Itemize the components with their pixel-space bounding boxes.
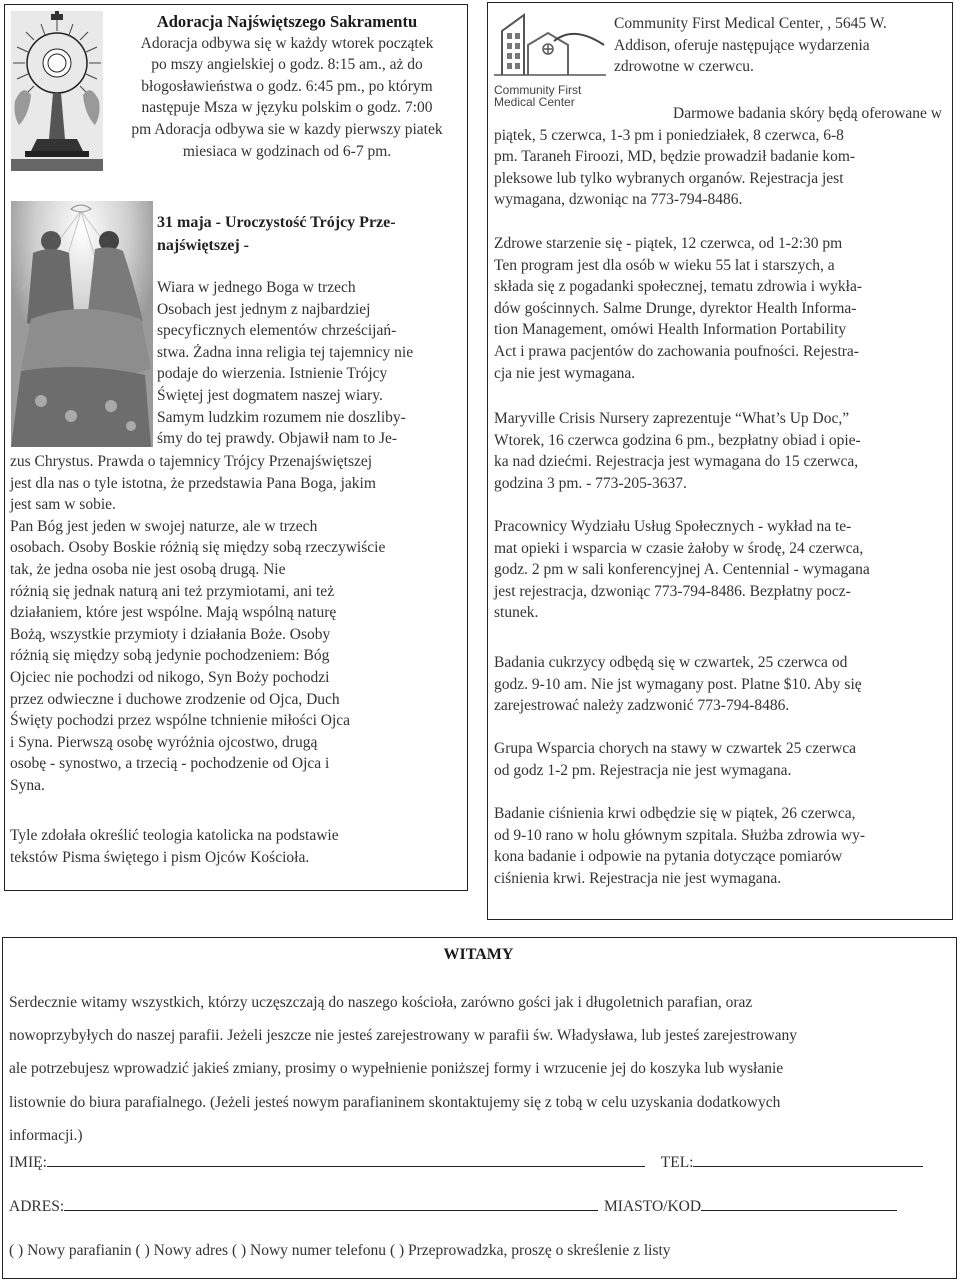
trinity-line: Bożą, wszystkie przymioty i działania Boże. Osoby [10,625,331,643]
health-event-healthy-aging [494,233,950,384]
adoration-title: Adoracja Najświętszego Sakramentu [156,12,418,31]
trinity-line: Samym ludzkim rozumem nie doszliby- [157,408,406,426]
welcome-line: listownie do biura parafialnego. (Jeżeli jesteś nowym parafianinem skontaktujemy się z tobą w celu uzyskania dodatkowych [9,1093,781,1111]
trinity-line: różnią się między sobą jedynie pochodzeniem: Bóg [10,647,330,665]
option-moving-remove[interactable]: ( ) Przeprowadzka, proszę o skreślenie z listy [389,1242,671,1259]
trinity-line: Ojciec nie pochodzi od nikogo, Syn Boży pochodzi [10,668,330,686]
hospital-building-logo-icon [494,9,606,77]
trinity-painting-icon [11,201,153,447]
health-line: zarejestrować należy zadzwonić 773-794-8486. [494,697,790,715]
health-event-grief-lecture [494,516,950,624]
welcome-line: Serdecznie witamy wszystkich, którzy uczęszczają do naszego kościoła, zarówno gości jak i długoletnich parafian, oraz [9,994,753,1011]
trinity-line: śmy do tej prawdy. Objawił nam to Je- [157,430,398,448]
health-line: Pracownicy Wydziału Usług Społecznych - wykład na te- [494,518,852,535]
health-event-diabetes-screening [494,652,950,717]
trinity-line: specyficznych elementów chrześcijań- [157,322,397,340]
trinity-line: Święty pochodzi przez wspólne tchnienie miłości Ojca [10,712,351,730]
monstrance-icon [11,11,103,171]
trinity-line: różnią się jednak naturą ani też przymiotami, ani też [10,582,335,600]
adoration-line: Adoracja odbywa się w każdy wtorek początek [140,34,434,52]
health-line: Grupa Wsparcia chorych na stawy w czwartek 25 czerwca [494,740,857,757]
address-field[interactable] [64,1196,598,1211]
trinity-line: i Syna. Pierwszą osobę wyróżnia ojcostwo, drugą [10,733,318,751]
health-line: piątek, 5 czerwca, 1-3 pm i poniedziałek, 8 czerwca, 6-8 [494,126,844,144]
health-events-box [487,2,953,920]
address-label: ADRES: [9,1198,65,1215]
health-event-arthritis-group [494,738,950,781]
trinity-line: podaje do wierzenia. Istnienie Trójcy [157,365,388,383]
health-intro-line: Community First Medical Center, , 5645 W. [614,15,887,32]
city-label: MIASTO/KOD [604,1198,702,1215]
health-line: Ten program jest dla osób w wieku 55 lat i starszych, a [494,256,835,274]
health-line: kona badanie i odpowie na pytania dotyczące pomiarów [494,848,843,866]
health-intro-line: Addison, oferuje następujące wydarzenia [614,36,870,54]
trinity-line: działaniem, które jest wspólne. Mają wspólną naturę [10,604,337,622]
option-new-address[interactable]: ( ) Nowy adres [135,1242,229,1259]
health-line: cja nie jest wymagana. [494,364,636,382]
health-line: Act i prawa pacjentów do zachowania poufności. Rejestra- [494,342,859,360]
trinity-line: stwa. Żadna inna religia tej tajemnicy nie [157,343,414,361]
adoration-line: po mszy angielskiej o godz. 8:15 am., aż do [151,56,423,74]
trinity-heading-line: 31 maja - Uroczystość Trójcy Prze- [157,214,396,231]
city-field[interactable] [701,1196,897,1211]
health-line: składa się z pogadanki społecznej, tematu zdrowia i wykła- [494,278,862,296]
health-line: Zdrowe starzenie się - piątek, 12 czerwca, od 1-2:30 pm [494,235,843,252]
trinity-line: tak, że jedna osoba nie jest osobą drugą. Nie [10,560,286,578]
trinity-line: Osobach jest jednym z najbardziej [157,300,371,318]
trinity-line: Wiara w jednego Boga w trzech [157,279,356,296]
trinity-line: osobę - synostwo, a trzecią - pochodzenie od Ojca i [10,755,330,773]
name-label: IMIĘ: [9,1154,47,1171]
welcome-line: nowoprzybyłych do naszej parafii. Jeżeli jeszcze nie jesteś zarejestrowany w parafii św. Władysława, lub jesteś zarejestrowany [9,1027,798,1045]
adoration-line: miesiaca w godzinach od 6-7 pm. [182,142,392,160]
health-line: mat opieki i wsparcia w czasie żałoby w środę, 24 czerwca, [494,539,864,557]
welcome-title: WITAMY [443,946,514,963]
adoration-box [4,4,468,891]
health-line: tion Management, omówi Health Information Portability [494,321,847,339]
trinity-line: Syna. [10,776,45,794]
health-line: ciśnienia krwi. Rejestracja nie jest wymagana. [494,869,782,887]
health-event-skin-screening [494,103,950,211]
tel-field[interactable] [693,1152,923,1167]
trinity-line: zus Chrystus. Prawda o tajemnicy Trójcy Przenajświętszej [10,453,373,470]
name-tel-row [9,1152,953,1174]
welcome-registration-box [2,937,957,1279]
health-line: godzina 3 pm. - 773-205-3637. [494,474,687,492]
trinity-closing-line: Tyle zdołała określić teologia katolicka na podstawie [10,827,339,844]
logo-text-line: Community First [494,83,582,97]
trinity-line: osobach. Osoby Boskie różnią się między sobą rzeczywiście [10,539,386,557]
health-line: pleksowe lub tylko wybranych organów. Rejestracja jest [494,169,844,187]
trinity-line: Pan Bóg jest jeden w swojej naturze, ale w trzech [10,517,318,535]
health-line: jest rejestracja, dzwoniąc 773-794-8486. Bezpłatny pocz- [494,582,851,600]
health-line: Darmowe badania skóry będą oferowane w [673,105,942,122]
adoration-line: błogosławieństwa o godz. 6:45 pm., po którym [141,77,433,95]
health-line: Wtorek, 16 czerwca godzina 6 pm., bezpłatny obiad i opie- [494,431,861,449]
health-line: pm. Taraneh Firoozi, MD, będzie prowadził badanie kom- [494,148,856,166]
health-line: od godz 1-2 pm. Rejestracja nie jest wymagana. [494,761,792,779]
trinity-closing-line: tekstów Pisma świętego i pism Ojców Kościoła. [10,848,310,866]
health-line: dów gościnnych. Salme Drunge, dyrektor Health Informa- [494,299,857,317]
trinity-line: jest sam w sobie. [10,496,116,514]
health-line: godz. 9-10 am. Nie jst wymagany post. Platne $10. Aby się [494,675,862,693]
trinity-line: przez odwieczne i duchowe zrodzenie od Ojca, Duch [10,690,340,708]
health-line: ka nad dziećmi. Rejestracja jest wymagana do 15 czerwca, [494,453,859,471]
health-event-blood-pressure [494,803,950,889]
health-event-crisis-nursery [494,408,950,494]
health-line: stunek. [494,604,539,622]
health-line: od 9-10 rano w holu głównym szpitala. Służba zdrowia wy- [494,826,866,844]
address-city-row [9,1196,953,1218]
health-line: wymagana, dzwoniąc na 773-794-8486. [494,191,743,209]
option-new-parishioner[interactable]: ( ) Nowy parafianin [9,1242,132,1259]
health-line: godz. 2 pm w sali konferencyjnej A. Centennial - wymagana [494,561,870,579]
trinity-heading-line: najświętszej - [157,237,249,254]
welcome-line: informacji.) [9,1126,83,1144]
logo-text-line: Medical Center [494,95,575,109]
health-line: Badania cukrzycy odbędą się w czwartek, 25 czerwca od [494,654,848,671]
health-line: Maryville Crisis Nursery zaprezentuje “What’s Up Doc,” [494,410,850,427]
trinity-line: Świętej jest dogmatem naszej wiary. [157,386,383,404]
adoration-line: następuje Msza w języku polskim o godz. 7:00 [141,99,433,117]
trinity-line: jest dla nas o tyle istotna, że przedstawia Pana Boga, jakim [10,474,376,492]
tel-label: TEL: [660,1154,694,1171]
welcome-line: ale potrzebujesz wprowadzić jakieś zmiany, prosimy o wypełnienie poniższej formy i wrzucenie jej do koszyka lub wysłanie [9,1060,784,1078]
health-intro-line: zdrowotne w czerwcu. [614,58,754,76]
health-line: Badanie ciśnienia krwi odbędzie się w piątek, 26 czerwca, [494,805,856,822]
name-field[interactable] [47,1152,645,1167]
adoration-line: pm Adoracja odbywa sie w kazdy pierwszy piatek [131,120,443,138]
option-new-phone[interactable]: ( ) Nowy numer telefonu [231,1242,387,1259]
medical-center-logo [494,9,606,109]
change-options-row [9,1240,953,1262]
